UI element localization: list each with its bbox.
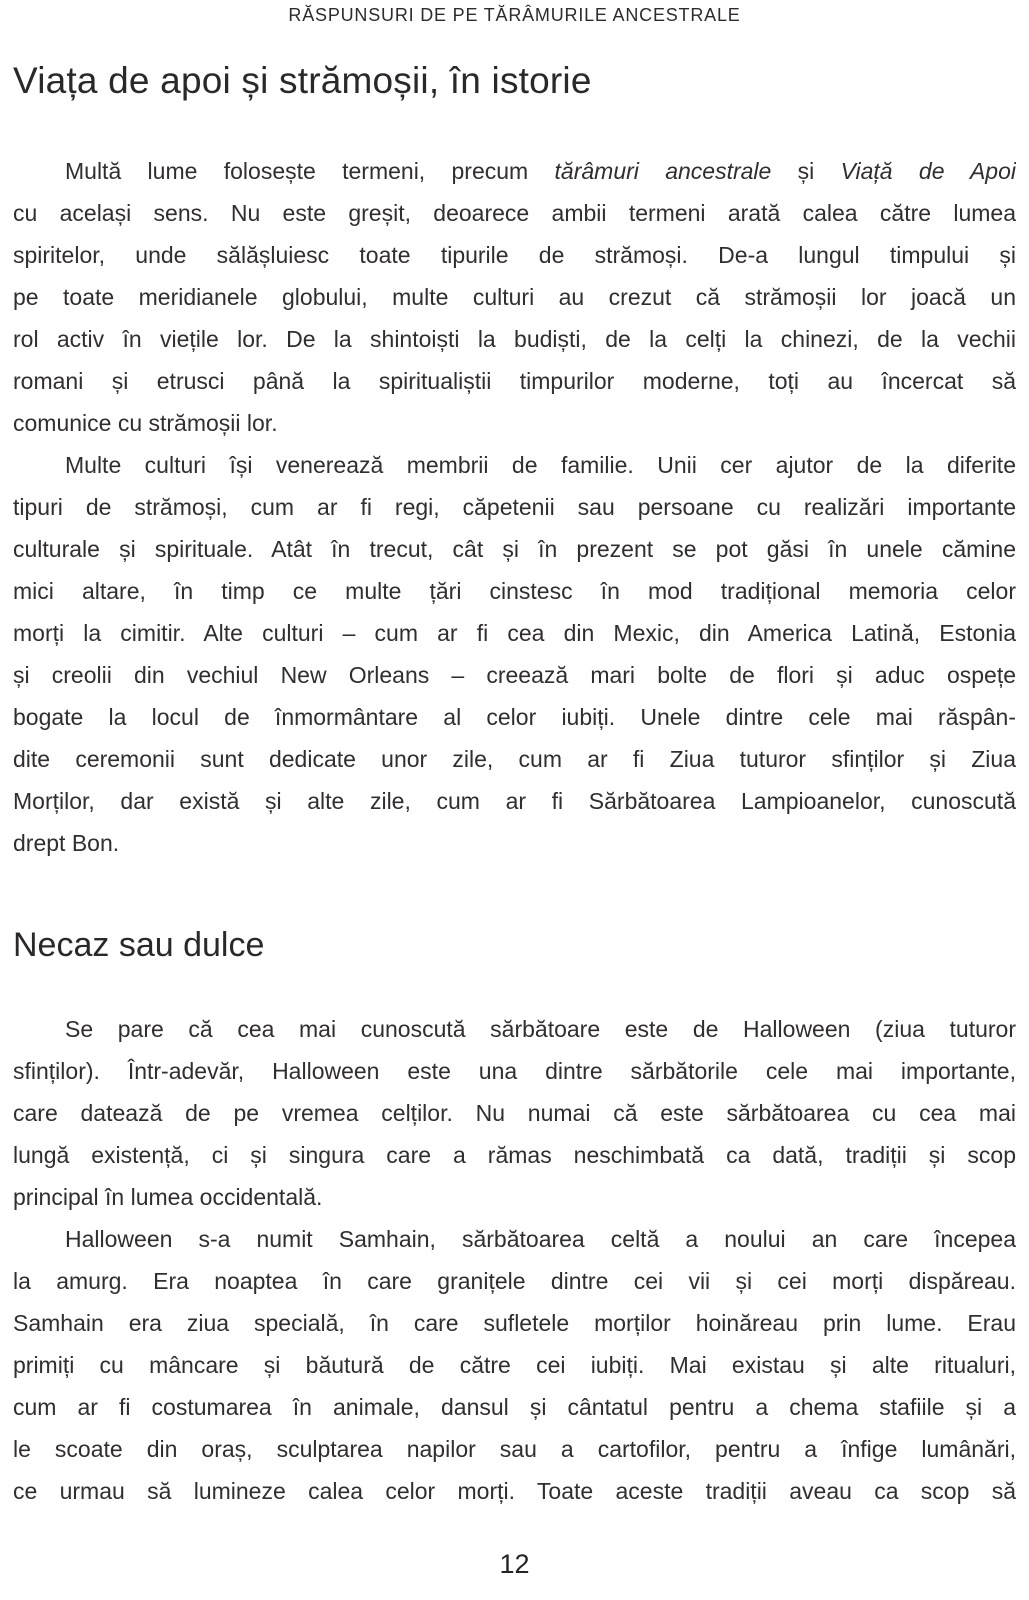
text-line: morți la cimitir. Alte culturi – cum ar fi cea din Mexic, din America Latină, Estonia [13, 620, 1016, 646]
text-line: dite ceremonii sunt dedicate unor zile, cum ar fi Ziua tuturor sfinților și Ziua [13, 746, 1016, 772]
text-line: bogate la locul de înmormântare al celor iubiți. Unele dintre cele mai răspân- [13, 704, 1016, 730]
text-line: Samhain era ziua specială, în care sufletele morților hoinăreau prin lume. Erau [13, 1310, 1016, 1336]
text-line: ce urmau să lumineze calea celor morți. Toate aceste tradiții aveau ca scop să [13, 1478, 1016, 1504]
text-line: principal în lumea occidentală. [13, 1184, 323, 1210]
text-line: mici altare, în timp ce multe țări cinstesc în mod tradițional memoria celor [13, 578, 1016, 604]
text-line: culturale și spirituale. Atât în trecut, cât și în prezent se pot găsi în unele cămine [13, 536, 1016, 562]
text-line: care datează de pe vremea celților. Nu numai că este sărbătoarea cu cea mai [13, 1100, 1016, 1126]
section-1-text [13, 150, 1016, 864]
text-line: Multe culturi își venerează membrii de familie. Unii cer ajutor de la diferite [65, 452, 1016, 478]
text-line: Halloween s-a numit Samhain, sărbătoarea celtă a noului an care începea [65, 1226, 1016, 1252]
text-line: romani și etrusci până la spiritualiștii timpurilor moderne, toți au încercat să [13, 368, 1016, 394]
text-line: cu același sens. Nu este greșit, deoarece ambii termeni arată calea către lumea [13, 200, 1016, 226]
running-head: RĂSPUNSURI DE PE TĂRÂMURILE ANCESTRALE [288, 5, 741, 25]
text-line: cum ar fi costumarea în animale, dansul și cântatul pentru a chema stafiile și a [13, 1394, 1016, 1420]
text-line: Multă lume folosește termeni, precum tărâmuri ancestrale și Viață de Apoi [65, 158, 1016, 184]
section-2-text [13, 1008, 1016, 1512]
text-line: spiritelor, unde sălășluiesc toate tipurile de strămoși. De-a lungul timpului și [13, 242, 1016, 268]
text-line: rol activ în viețile lor. De la shintoiști la budiști, de la celți la chinezi, de la vechii [13, 326, 1016, 352]
text-line: comunice cu strămoșii lor. [13, 410, 278, 436]
text-line: Morților, dar există și alte zile, cum ar fi Sărbătoarea Lampioanelor, cunoscută [13, 788, 1016, 814]
text-line: le scoate din oraș, sculptarea napilor sau a cartofilor, pentru a înfige lumânări, [13, 1436, 1016, 1462]
page-number: 12 [499, 1549, 530, 1579]
text-line: tipuri de strămoși, cum ar fi regi, căpetenii sau persoane cu realizări importante [13, 494, 1016, 520]
text-line: sfinților). Într-adevăr, Halloween este una dintre sărbătorile cele mai importante, [13, 1058, 1016, 1084]
text-line: la amurg. Era noaptea în care granițele dintre cei vii și cei morți dispăreau. [13, 1268, 1016, 1294]
text-line: drept Bon. [13, 830, 120, 856]
text-line: lungă existență, ci și singura care a rămas neschimbată ca dată, tradiții și scop [13, 1142, 1016, 1168]
section-heading: Necaz sau dulce [13, 926, 265, 964]
text-line: și creolii din vechiul New Orleans – creează mari bolte de flori și aduc ospețe [13, 662, 1016, 688]
text-line: pe toate meridianele globului, multe culturi au crezut că strămoșii lor joacă un [13, 284, 1016, 310]
text-line: primiți cu mâncare și băutură de către cei iubiți. Mai existau și alte ritualuri, [13, 1352, 1016, 1378]
text-line: Se pare că cea mai cunoscută sărbătoare este de Halloween (ziua tuturor [65, 1016, 1016, 1042]
chapter-title: Viața de apoi și strămoșii, în istorie [13, 60, 592, 101]
